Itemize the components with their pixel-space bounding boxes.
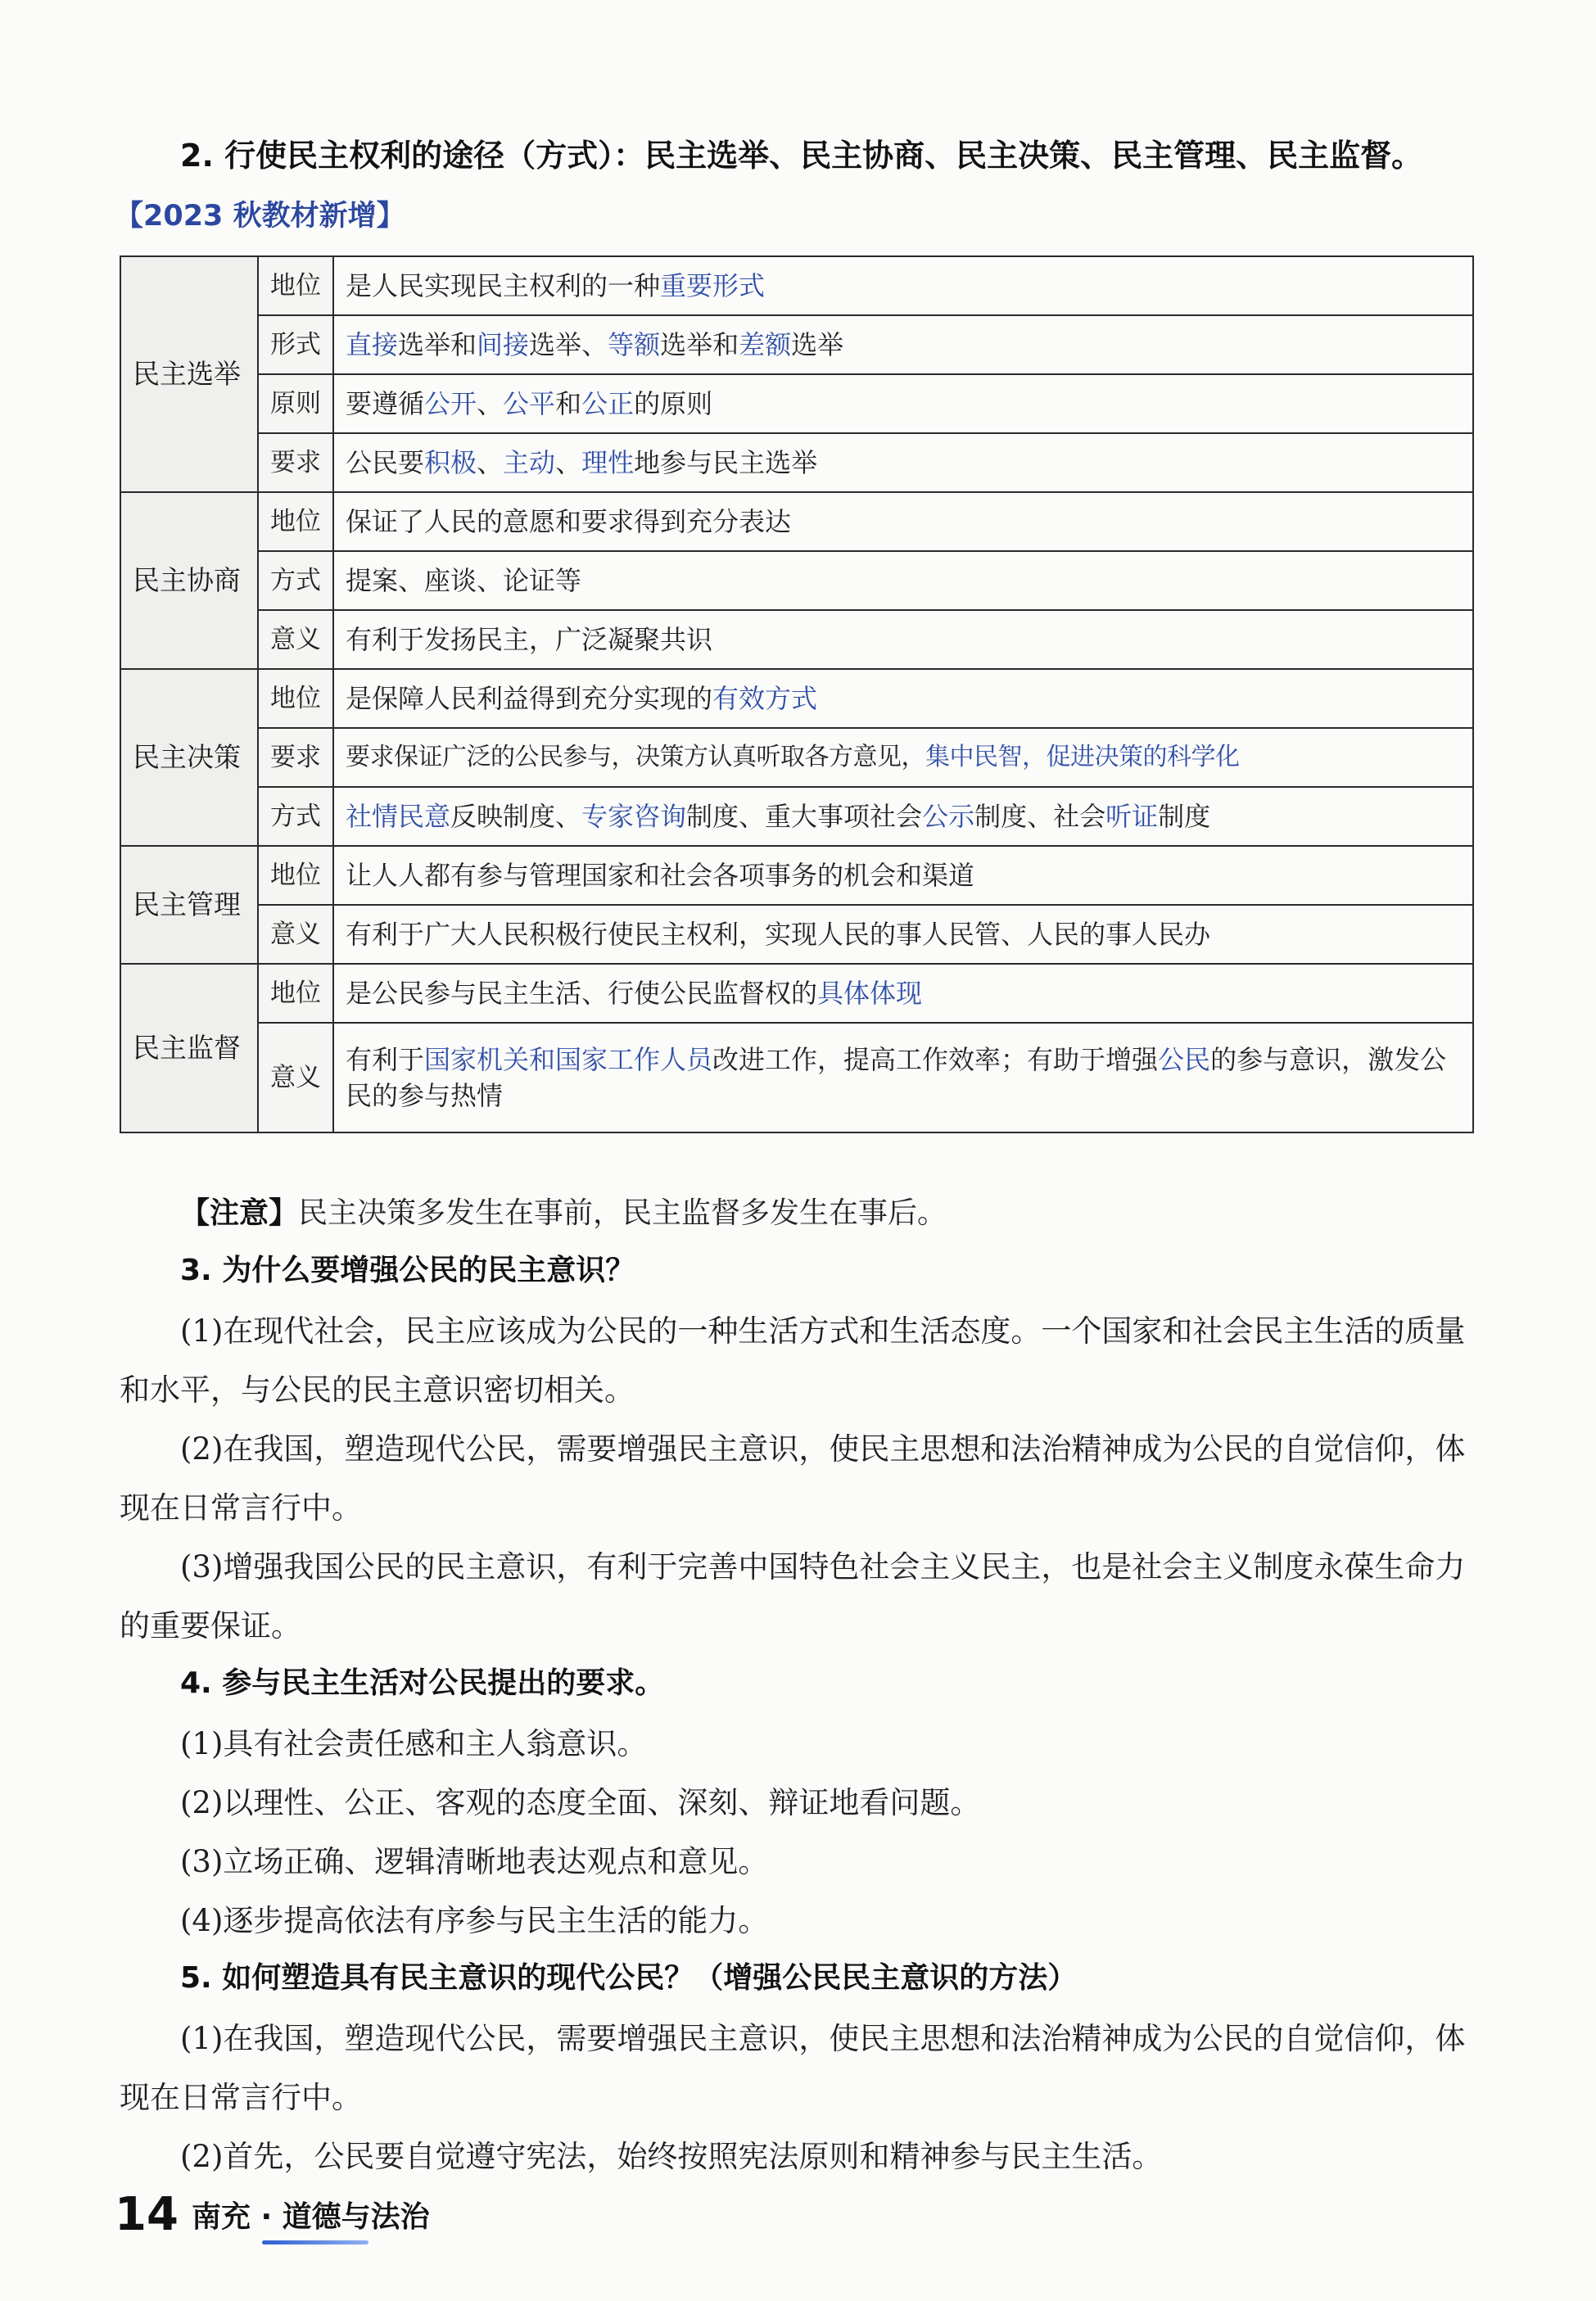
row-key: 意义 (258, 905, 333, 964)
row-value: 提案、座谈、论证等 (333, 551, 1473, 610)
category-consultation: 民主协商 (120, 492, 258, 669)
table-row (120, 905, 1473, 964)
table-row (120, 315, 1473, 374)
row-value: 是人民实现民主权利的一种重要形式 (333, 256, 1473, 315)
footer-accent-line (262, 2240, 368, 2244)
table-row (120, 1023, 1473, 1132)
question-4-title: 4. 参与民主生活对公民提出的要求。 (180, 1666, 665, 1700)
table-row (120, 551, 1473, 610)
row-key: 方式 (258, 551, 333, 610)
row-key: 地位 (258, 964, 333, 1023)
q4-item-1: (1)具有社会责任感和主人翁意识。 (180, 1726, 648, 1761)
table-row (120, 787, 1473, 846)
row-value: 是公民参与民主生活、行使公民监督权的具体体现 (333, 964, 1473, 1023)
page-footer (115, 2188, 430, 2241)
section-heading-2: 2. 行使民主权利的途径（方式）：民主选举、民主协商、民主决策、民主管理、民主监督。 (180, 138, 1423, 174)
row-value: 保证了人民的意愿和要求得到充分表达 (333, 492, 1473, 551)
row-key: 地位 (258, 846, 333, 905)
table-row (120, 492, 1473, 551)
note-line (180, 1189, 947, 1238)
table-row (120, 433, 1473, 492)
row-key: 地位 (258, 492, 333, 551)
row-value: 要遵循公开、公平和公正的原则 (333, 374, 1473, 433)
q3-paragraph-1: (1)在现代社会，民主应该成为公民的一种生活方式和生活态度。一个国家和社会民主生活的质量和水平，与公民的民主意识密切相关。 (120, 1313, 1466, 1408)
row-key: 意义 (258, 610, 333, 669)
table-row (120, 374, 1473, 433)
row-key: 原则 (258, 374, 333, 433)
q5-paragraph-2: (2)首先，公民要自觉遵守宪法，始终按照宪法原则和精神参与民主生活。 (180, 2139, 1163, 2174)
row-key: 要求 (258, 728, 333, 787)
q4-item-3: (3)立场正确、逻辑清晰地表达观点和意见。 (180, 1844, 769, 1879)
row-value: 社情民意反映制度、专家咨询制度、重大事项社会公示制度、社会听证制度 (333, 787, 1473, 846)
table-row (120, 846, 1473, 905)
row-key: 方式 (258, 787, 333, 846)
q5-paragraph-1: (1)在我国，塑造现代公民，需要增强民主意识，使民主思想和法治精神成为公民的自觉信仰，体现在日常言行中。 (120, 2021, 1466, 2115)
table-row (120, 728, 1473, 787)
row-value: 要求保证广泛的公民参与，决策方认真听取各方意见，集中民智，促进决策的科学化 (333, 728, 1473, 787)
book-title: 南充 · 道德与法治 (191, 2200, 430, 2234)
question-5-title: 5. 如何塑造具有民主意识的现代公民？（增强公民民主意识的方法） (180, 1961, 1078, 1995)
table-row (120, 256, 1473, 315)
highlight-text: 重要形式 (660, 270, 766, 301)
q4-item-2: (2)以理性、公正、客观的态度全面、深刻、辩证地看问题。 (180, 1785, 981, 1820)
category-decision: 民主决策 (120, 669, 258, 846)
page-number: 14 (115, 2188, 179, 2241)
row-value: 有利于广大人民积极行使民主权利，实现人民的事人民管、人民的事人民办 (333, 905, 1473, 964)
row-value: 有利于国家机关和国家工作人员改进工作，提高工作效率；有助于增强公民的参与意识，激发公民的参与热情 (333, 1023, 1473, 1132)
row-key: 地位 (258, 669, 333, 728)
question-3-title: 3. 为什么要增强公民的民主意识？ (180, 1254, 635, 1287)
table-row (120, 964, 1473, 1023)
new-content-tag: 【2023 秋教材新增】 (115, 200, 405, 233)
row-value: 是保障人民利益得到充分实现的有效方式 (333, 669, 1473, 728)
category-supervision: 民主监督 (120, 964, 258, 1132)
row-key: 形式 (258, 315, 333, 374)
row-value: 让人人都有参与管理国家和社会各项事务的机会和渠道 (333, 846, 1473, 905)
row-key: 地位 (258, 256, 333, 315)
q3-paragraph-2: (2)在我国，塑造现代公民，需要增强民主意识，使民主思想和法治精神成为公民的自觉信仰，体现在日常言行中。 (120, 1431, 1466, 1526)
table-row (120, 610, 1473, 669)
row-value: 有利于发扬民主，广泛凝聚共识 (333, 610, 1473, 669)
note-text: 民主决策多发生在事前，民主监督多发生在事后。 (298, 1196, 947, 1230)
q3-paragraph-3: (3)增强我国公民的民主意识，有利于完善中国特色社会主义民主，也是社会主义制度永葆生命力的重要保证。 (120, 1549, 1466, 1643)
q4-item-4: (4)逐步提高依法有序参与民主生活的能力。 (180, 1903, 769, 1938)
row-value: 直接选举和间接选举、等额选举和差额选举 (333, 315, 1473, 374)
row-key: 意义 (258, 1023, 333, 1132)
note-label: 【注意】 (180, 1196, 299, 1230)
democracy-table (120, 255, 1474, 1133)
row-value: 公民要积极、主动、理性地参与民主选举 (333, 433, 1473, 492)
category-election: 民主选举 (120, 256, 258, 492)
category-management: 民主管理 (120, 846, 258, 964)
row-key: 要求 (258, 433, 333, 492)
table-row (120, 669, 1473, 728)
